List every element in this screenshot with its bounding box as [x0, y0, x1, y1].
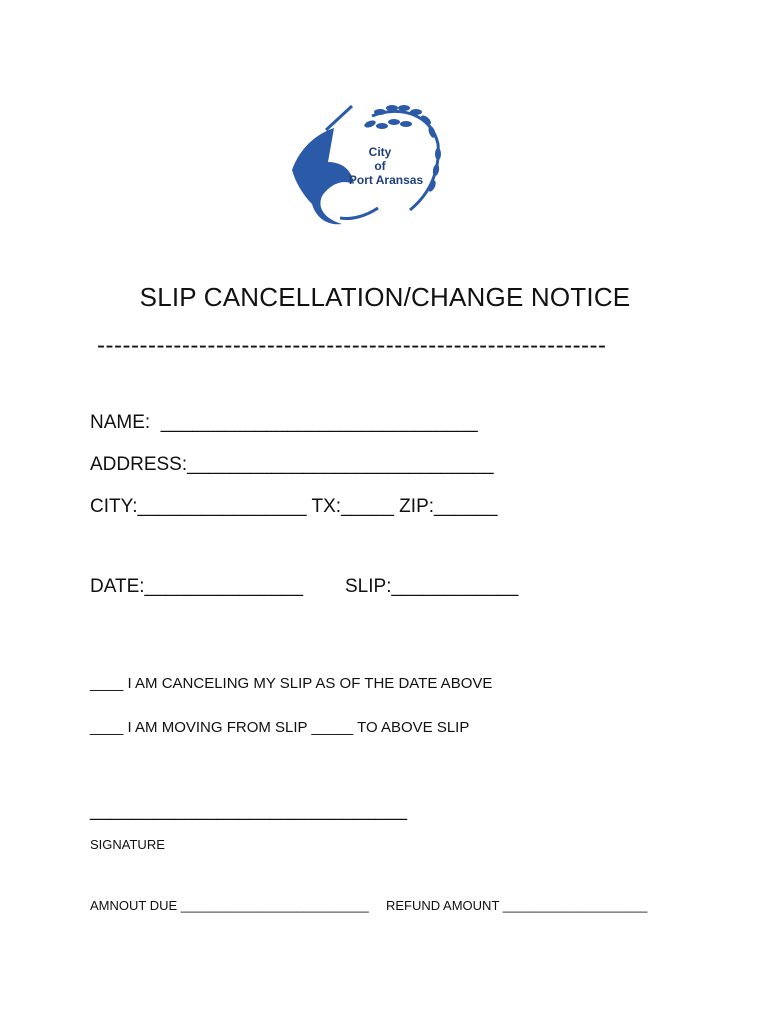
logo-line-port-aransas: Port Aransas — [348, 173, 424, 187]
slip-field[interactable]: SLIP:____________ — [345, 576, 519, 597]
city-of-port-aransas-logo — [282, 100, 442, 236]
signature-label: SIGNATURE — [90, 837, 165, 852]
sailfish-shape — [292, 128, 354, 224]
refund-amount-field[interactable]: REFUND AMOUNT ____________________ — [386, 898, 648, 913]
amount-due-field[interactable]: AMNOUT DUE __________________________ — [90, 898, 369, 913]
move-option[interactable]: ____ I AM MOVING FROM SLIP _____ TO ABOVE SLIP — [90, 719, 470, 736]
date-field[interactable]: DATE:_______________ — [90, 576, 304, 597]
logo-line-of: of — [374, 159, 386, 173]
city-tx-zip-field[interactable]: CITY:________________ TX:_____ ZIP:______ — [90, 496, 498, 517]
logo-line-city: City — [368, 145, 392, 159]
cancel-option[interactable]: ____ I AM CANCELING MY SLIP AS OF THE DATE ABOVE — [90, 675, 493, 692]
signature-line[interactable]: ______________________________ — [90, 800, 408, 821]
page-title: SLIP CANCELLATION/CHANGE NOTICE — [139, 282, 631, 312]
name-field[interactable]: NAME: ______________________________ — [90, 412, 478, 433]
dashed-divider: ------------------------------------------------------------ — [97, 332, 607, 359]
address-field[interactable]: ADDRESS:_____________________________ — [90, 454, 494, 475]
